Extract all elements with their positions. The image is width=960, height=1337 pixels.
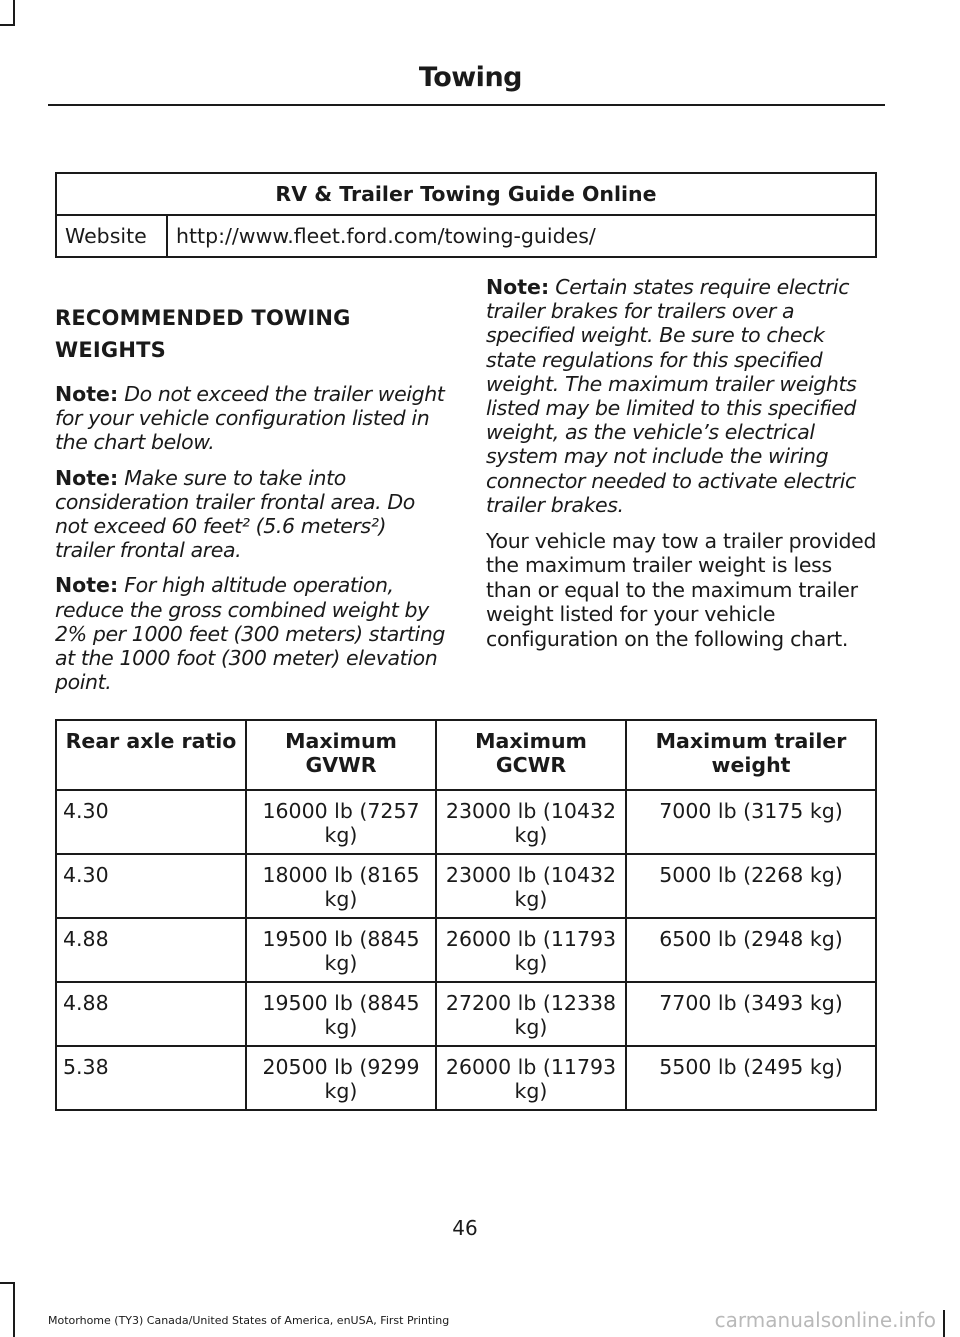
crop-mark — [13, 0, 15, 26]
table-header-row — [56, 720, 876, 790]
table-cell: 5000 lb (2268 kg) — [626, 854, 876, 918]
table-cell: 7700 lb (3493 kg) — [626, 982, 876, 1046]
table-cell: 4.88 — [56, 982, 246, 1046]
table-cell-key: Website — [56, 215, 167, 257]
towing-guide-table — [55, 172, 877, 258]
table-cell: 27200 lb (12338 kg) — [436, 982, 626, 1046]
table-cell: 26000 lb (11793 kg) — [436, 918, 626, 982]
note-frontal-area: Note: Make sure to take into consideration trailer frontal area. Do not exceed 60 feet² (5.6 meters²) trailer frontal area. — [55, 465, 415, 563]
header-divider — [48, 104, 885, 106]
table-row — [56, 790, 876, 854]
table-row — [56, 982, 876, 1046]
column-header: Maximum GVWR — [246, 720, 436, 790]
crop-mark — [13, 1282, 15, 1337]
column-header: Rear axle ratio — [56, 720, 246, 790]
towing-weights-table — [55, 719, 877, 1111]
table-cell: 7000 lb (3175 kg) — [626, 790, 876, 854]
table-row — [56, 1046, 876, 1110]
footer-text: Motorhome (TY3) Canada/United States of America, enUSA, First Printing — [48, 1314, 450, 1327]
table-cell: 23000 lb (10432 kg) — [436, 790, 626, 854]
table-cell: 20500 lb (9299 kg) — [246, 1046, 436, 1110]
table-row — [56, 918, 876, 982]
table-cell: 26000 lb (11793 kg) — [436, 1046, 626, 1110]
table-cell: 6500 lb (2948 kg) — [626, 918, 876, 982]
table-cell: 23000 lb (10432 kg) — [436, 854, 626, 918]
crop-mark — [0, 24, 15, 26]
website-link[interactable]: http://www.fleet.ford.com/towing-guides/ — [167, 215, 876, 257]
left-column — [55, 302, 447, 705]
table-title: RV & Trailer Towing Guide Online — [56, 173, 876, 215]
section-heading: RECOMMENDED TOWING WEIGHTS — [55, 306, 351, 362]
table-row — [56, 854, 876, 918]
right-column — [486, 275, 878, 651]
table-header-row — [56, 173, 876, 215]
table-cell: 19500 lb (8845 kg) — [246, 918, 436, 982]
note-electric-brakes: Note: Certain states require electric trailer brakes for trailers over a specified weight. Be sure to check state regulations for this specified weight. The maximum trailer weights listed may be limited to this specified weight, as the vehicle’s electrical system may not include the wiring connector needed to activate electric trailer brakes. — [486, 275, 857, 517]
note-trailer-weight: Note: Do not exceed the trailer weight for your vehicle configuration listed in the chart below. — [55, 382, 445, 455]
table-cell: 5.38 — [56, 1046, 246, 1110]
crop-mark — [0, 1282, 15, 1284]
table-cell: 4.88 — [56, 918, 246, 982]
table-cell: 18000 lb (8165 kg) — [246, 854, 436, 918]
table-cell: 5500 lb (2495 kg) — [626, 1046, 876, 1110]
table-row — [56, 215, 876, 257]
note-high-altitude: Note: For high altitude operation, reduce the gross combined weight by 2% per 1000 feet (300 meters) starting at the 1000 foot (300 meter) elevation point. — [55, 573, 446, 695]
page-number: 46 — [452, 1216, 478, 1240]
table-cell: 4.30 — [56, 854, 246, 918]
column-header: Maximum trailer weight — [626, 720, 876, 790]
table-cell: 4.30 — [56, 790, 246, 854]
table-cell: 19500 lb (8845 kg) — [246, 982, 436, 1046]
body-paragraph: Your vehicle may tow a trailer provided the maximum trailer weight is less than or equal to the maximum trailer weight listed for your vehicle configuration on the following chart. — [486, 529, 877, 651]
watermark: carmanualsonline.info — [714, 1308, 936, 1332]
column-header: Maximum GCWR — [436, 720, 626, 790]
table-cell: 16000 lb (7257 kg) — [246, 790, 436, 854]
crop-mark — [943, 1310, 945, 1337]
page-title: Towing — [418, 62, 522, 93]
